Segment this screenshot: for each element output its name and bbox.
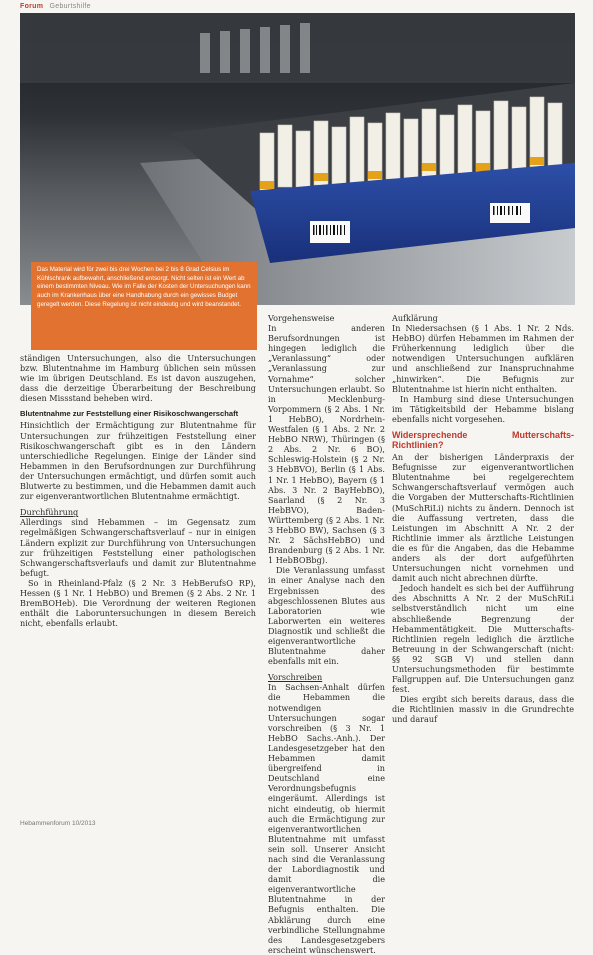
paragraph: Allerdings sind Hebammen – im Gegensatz zum regelmäßigen Schwangerschaftsverlauf – nur in einigen Ländern explizit zur Durchführung von Untersuchungen zur frühzeitigen Feststellung einer pathologischen Schwangerschaftsverlaufs und damit zur Blutentnahme befugt. (20, 517, 256, 578)
paragraph: Hinsichtlich der Ermächtigung zur Blutentnahme für Untersuchungen zur frühzeitigen Feststellung einer Risikoschwangerschaft gibt es in den Ländern unterschiedliche Regelungen. Einige der Länder sind Hebammen in den Berufsordnungen zur Durchführung der Untersuchungen ermächtigt, und dürfen somit auch Blutwerte zu bestimmen, und die Hebammen damit auch zur eigenverantwortlichen Blutentnahme ermächtigt. (20, 420, 256, 502)
subsection-label: Geburtshilfe (49, 3, 91, 10)
underlined-subheading: Vorschreiben (268, 672, 323, 683)
page-header (20, 3, 91, 10)
paragraph: In Sachsen-Anhalt dürfen die Hebammen die notwendigen Untersuchungen sogar vorschreiben (§ 3 Nr. 1 HebBO Sachs.-Anh.). Der Landesgesetzgeber hat den Hebammen damit übergreifend in Deutschland eine Verordnungsbefugnis eingeräumt. Allerdings ist nicht eindeutig, ob hiermit auch die Ermächtigung zur eigenverantwortlichen Blutentnahme mit umfasst sein soll. Unserer Ansicht nach sind die Veranlassung der Labordiagnostik und damit die eigenverantwortliche Blutentnahme in der Befugnis enthalten. Die Abklärung durch eine verbindliche Stellungnahme des Landesgesetzgebers erscheint wünschenswert. (268, 682, 385, 955)
subheading: Blutentnahme zur Feststellung einer Risikoschwangerschaft (20, 409, 239, 419)
paragraph: ständigen Untersuchungen, also die Untersuchungen bzw. Blutentnahme im Hamburg üblichen sein müssen wie im übrigen Deutschland. Es ist davon auszugehen, dass die derzeitige Überarbeitung der Beschreibung diesen Missstand beheben wird. (20, 353, 256, 404)
page-footer: Hebammenforum 10/2013 (20, 820, 96, 827)
section-label: Forum (20, 3, 44, 10)
text-column-3 (392, 313, 574, 725)
run-in-heading: Aufklärung (392, 313, 438, 323)
paragraph: Die Veranlassung umfasst in einer Analyse nach den Ergebnissen des abgeschlossenen Blutes aus Laboratorien wie Laborwerten ein weiteres Diagnostik und schließt die eigenverantwortliche Blutentnahme daher ebenfalls mit ein. (268, 565, 385, 667)
underlined-subheading: Durchführung (20, 507, 79, 518)
paragraph: An der bisherigen Länderpraxis der Befugnisse zur eigenverantwortlichen Blutentnahme bei regelgerechtem Schwangerschaftsverlauf vermögen auch die Vorgaben der Mutterschafts-Richtlinien (MuSchRiLi) nichts zu ändern. Dennoch ist die Auffassung vertreten, dass die Leistungen im Abschnitt A Nr. 2 der Richtlinie immer als ärztliche Leistungen die es für die Angaben, das die Hebamme anders als der dort aufgeführten Untersuchungen nicht vornehmen und damit auch nicht abrechnen dürfte. (392, 452, 574, 584)
paragraph: In anderen Berufsordnungen ist hingegen lediglich die „Veranlassung“ oder „Veranlassung zur Vornahme“ solcher Untersuchungen erlaubt. So in Mecklenburg-Vorpommern (§ 2 Abs. 1 Nr. 1 HebBO), Nordrhein-Westfalen (§ 1 Abs. 2 Nr. 2 HebBO NRW), Thüringen (§ 2 Abs. 2 Nr. 6 BO), Schleswig-Holstein (§ 2 Nr. 3 HebBVO), Berlin (§ 1 Abs. 1 Nr. 1 HebBO), Bayern (§ 1 Abs. 3 Nr. 2 BayHebBO), Saarland (§ 2 Nr. 3 HebBVO), Baden-Württemberg (§ 2 Abs. 1 Nr. 3 HebBO BW), Sachsen (§ 3 Nr. 2 SächsHebBO) und Brandenburg (§ 2 Abs. 1 Nr. 1 HebBOBbg). (268, 323, 385, 566)
run-in-heading: Vorgehensweise (268, 313, 335, 323)
paragraph: Dies ergibt sich bereits daraus, dass die die Richtlinien massiv in die Grundrechte und darauf (392, 694, 574, 725)
photo-caption: Das Material wird für zwei bis drei Wochen bei 2 bis 8 Grad Celsius im Kühlschrank aufbewahrt, anschließend entsorgt. Nicht selten ist ein Wert ab einem bestimmten Niveau. Wie im Falle der Kosten der Untersuchungen kann auch im Krankenhaus über eine Handhabung durch ein gewisses Budget geregelt werden. Diese Regelung ist nicht eindeutig und wird beanstandet. (31, 262, 257, 350)
paragraph: So in Rheinland-Pfalz (§ 2 Nr. 3 HebBerufsO RP), Hessen (§ 1 Nr. 1 HebBO) und Bremen (§ 2 Abs. 2 Nr. 1 BremBOHeb). Die Verordnung der weiteren Regionen enthält die Laboruntersuchungen in diesem Bereich nicht, ebenfalls erlaubt. (20, 577, 256, 629)
paragraph: In Niedersachsen (§ 1 Abs. 1 Nr. 2 Nds. HebBO) dürfen Hebammen im Rahmen der Früherkennung lediglich über die notwendigen Untersuchungen aufklären und anschließend zur Inanspruchnahme „hinwirken“. Die Befugnis zur Blutentnahme ist hierin nicht enthalten. (392, 323, 574, 394)
text-column-1 (20, 353, 256, 628)
paragraph: In Hamburg sind diese Untersuchungen im Tätigkeitsbild der Hebamme bislang ebenfalls nicht vorgesehen. (392, 393, 574, 424)
paragraph: Jedoch handelt es sich bei der Aufführung des Abschnitts A Nr. 2 der MuSchRiLi selbstverständlich nicht um eine abschließende Begrenzung der Hebammentätigkeit. Die Mutterschafts-Richtlinien regeln lediglich die ärztliche Betreuung in der Schwangerschaft (nicht: §§ 92 SGB V) und stellen dann Untersuchungsmethoden für bestimmte Fallgruppen auf. Die Untersuchungen ganz fest. (392, 583, 574, 695)
text-column-2 (268, 313, 385, 955)
section-heading: Widersprechende Mutterschafts-Richtlinien? (392, 430, 574, 451)
